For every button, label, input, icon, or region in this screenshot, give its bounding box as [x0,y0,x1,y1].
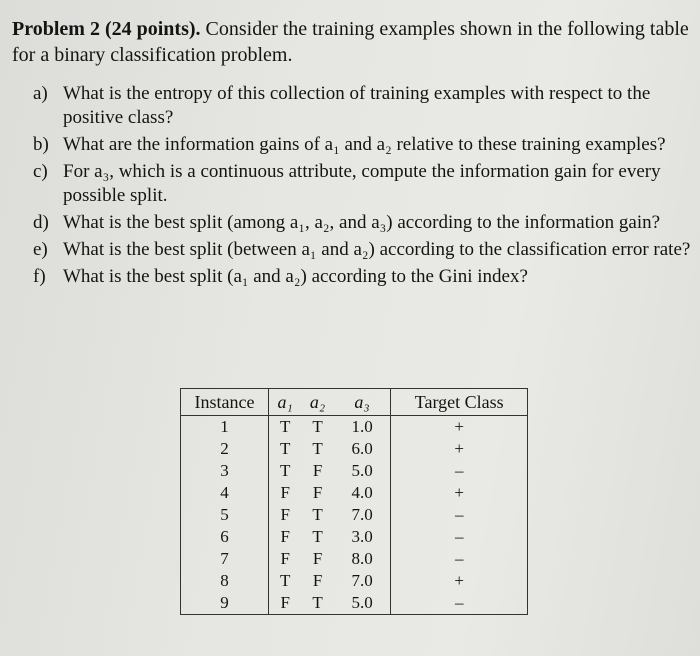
question-b [33,133,698,157]
table-body [181,416,528,615]
question-e [33,238,698,262]
cell-target-class: – [454,549,464,568]
header-a3: a₃ [334,389,391,416]
cell-a3: 4.0 [334,482,391,504]
cell-instance: 6 [181,526,269,548]
cell-a2: F [312,571,323,590]
cell-a2: T [312,527,323,546]
table-row [181,438,528,460]
question-label: e) [33,239,48,260]
cell-instance: 5 [181,504,269,526]
cell-a1: F [280,483,290,502]
cell-a1: T [279,461,291,480]
cell-a1: F [280,549,290,568]
question-list [33,82,698,292]
question-label: b) [33,134,49,155]
header-a2: a₂ [301,389,333,416]
cell-target-class: + [454,417,464,436]
question-text: What are the information gains of a₁ and a₂ relative to these training examples? [63,134,666,155]
cell-a2: T [312,593,323,612]
cell-a1: F [280,527,290,546]
cell-target-class: – [454,527,464,546]
problem-intro [12,16,692,68]
header-a1: a₁ [269,389,302,416]
cell-a3: 1.0 [334,416,391,439]
cell-instance: 7 [181,548,269,570]
cell-a2: F [312,549,323,568]
question-d [33,211,698,235]
cell-a3: 5.0 [334,592,391,615]
question-text: What is the best split (among a₁, a₂, and a₃) according to the information gain? [63,212,661,233]
cell-instance: 3 [181,460,269,482]
question-text: What is the best split (a₁ and a₂) according to the Gini index? [63,266,528,287]
cell-a1: F [280,505,290,524]
table-row [181,548,528,570]
table-row [181,592,528,615]
table-header-row [181,389,528,416]
cell-a3: 3.0 [334,526,391,548]
table-row [181,504,528,526]
question-a [33,82,698,130]
cell-instance: 8 [181,570,269,592]
cell-target-class: + [454,571,464,590]
header-instance: Instance [181,389,269,416]
problem-description: Consider the training examples shown in the following table for a binary classification problem. [12,18,689,66]
table-row [181,526,528,548]
table-row [181,460,528,482]
cell-a3: 7.0 [334,504,391,526]
header-target-class: Target Class [391,389,528,416]
table-row [181,482,528,504]
question-text: What is the entropy of this collection of training examples with respect to the positive class? [63,83,651,128]
cell-target-class: + [454,483,464,502]
cell-a2: F [312,483,323,502]
cell-target-class: + [454,439,464,458]
cell-a1: T [279,417,291,436]
question-label: d) [33,212,49,233]
table-row [181,570,528,592]
question-c [33,160,698,208]
table-row [181,416,528,439]
cell-a3: 5.0 [334,460,391,482]
question-text: For a₃, which is a continuous attribute, compute the information gain for every possible split. [63,161,661,206]
cell-instance: 2 [181,438,269,460]
training-table-wrapper [180,388,528,615]
question-label: c) [33,161,48,182]
cell-instance: 1 [181,416,269,439]
cell-a1: T [279,439,291,458]
training-examples-table [180,388,528,615]
cell-a3: 6.0 [334,438,391,460]
cell-a3: 7.0 [334,570,391,592]
cell-target-class: – [454,593,464,612]
question-f [33,265,698,289]
cell-a2: T [312,439,323,458]
cell-a3: 8.0 [334,548,391,570]
cell-target-class: – [454,505,464,524]
cell-a2: F [312,461,323,480]
cell-a1: T [279,571,291,590]
cell-a1: F [280,593,290,612]
cell-a2: T [312,505,323,524]
question-label: f) [33,266,46,287]
question-text: What is the best split (between a₁ and a₂) according to the classification error rate? [63,239,691,260]
cell-instance: 4 [181,482,269,504]
question-label: a) [33,83,48,104]
cell-a2: T [312,417,323,436]
cell-instance: 9 [181,592,269,615]
cell-target-class: – [454,461,464,480]
problem-heading: Problem 2 (24 points). [12,18,201,40]
